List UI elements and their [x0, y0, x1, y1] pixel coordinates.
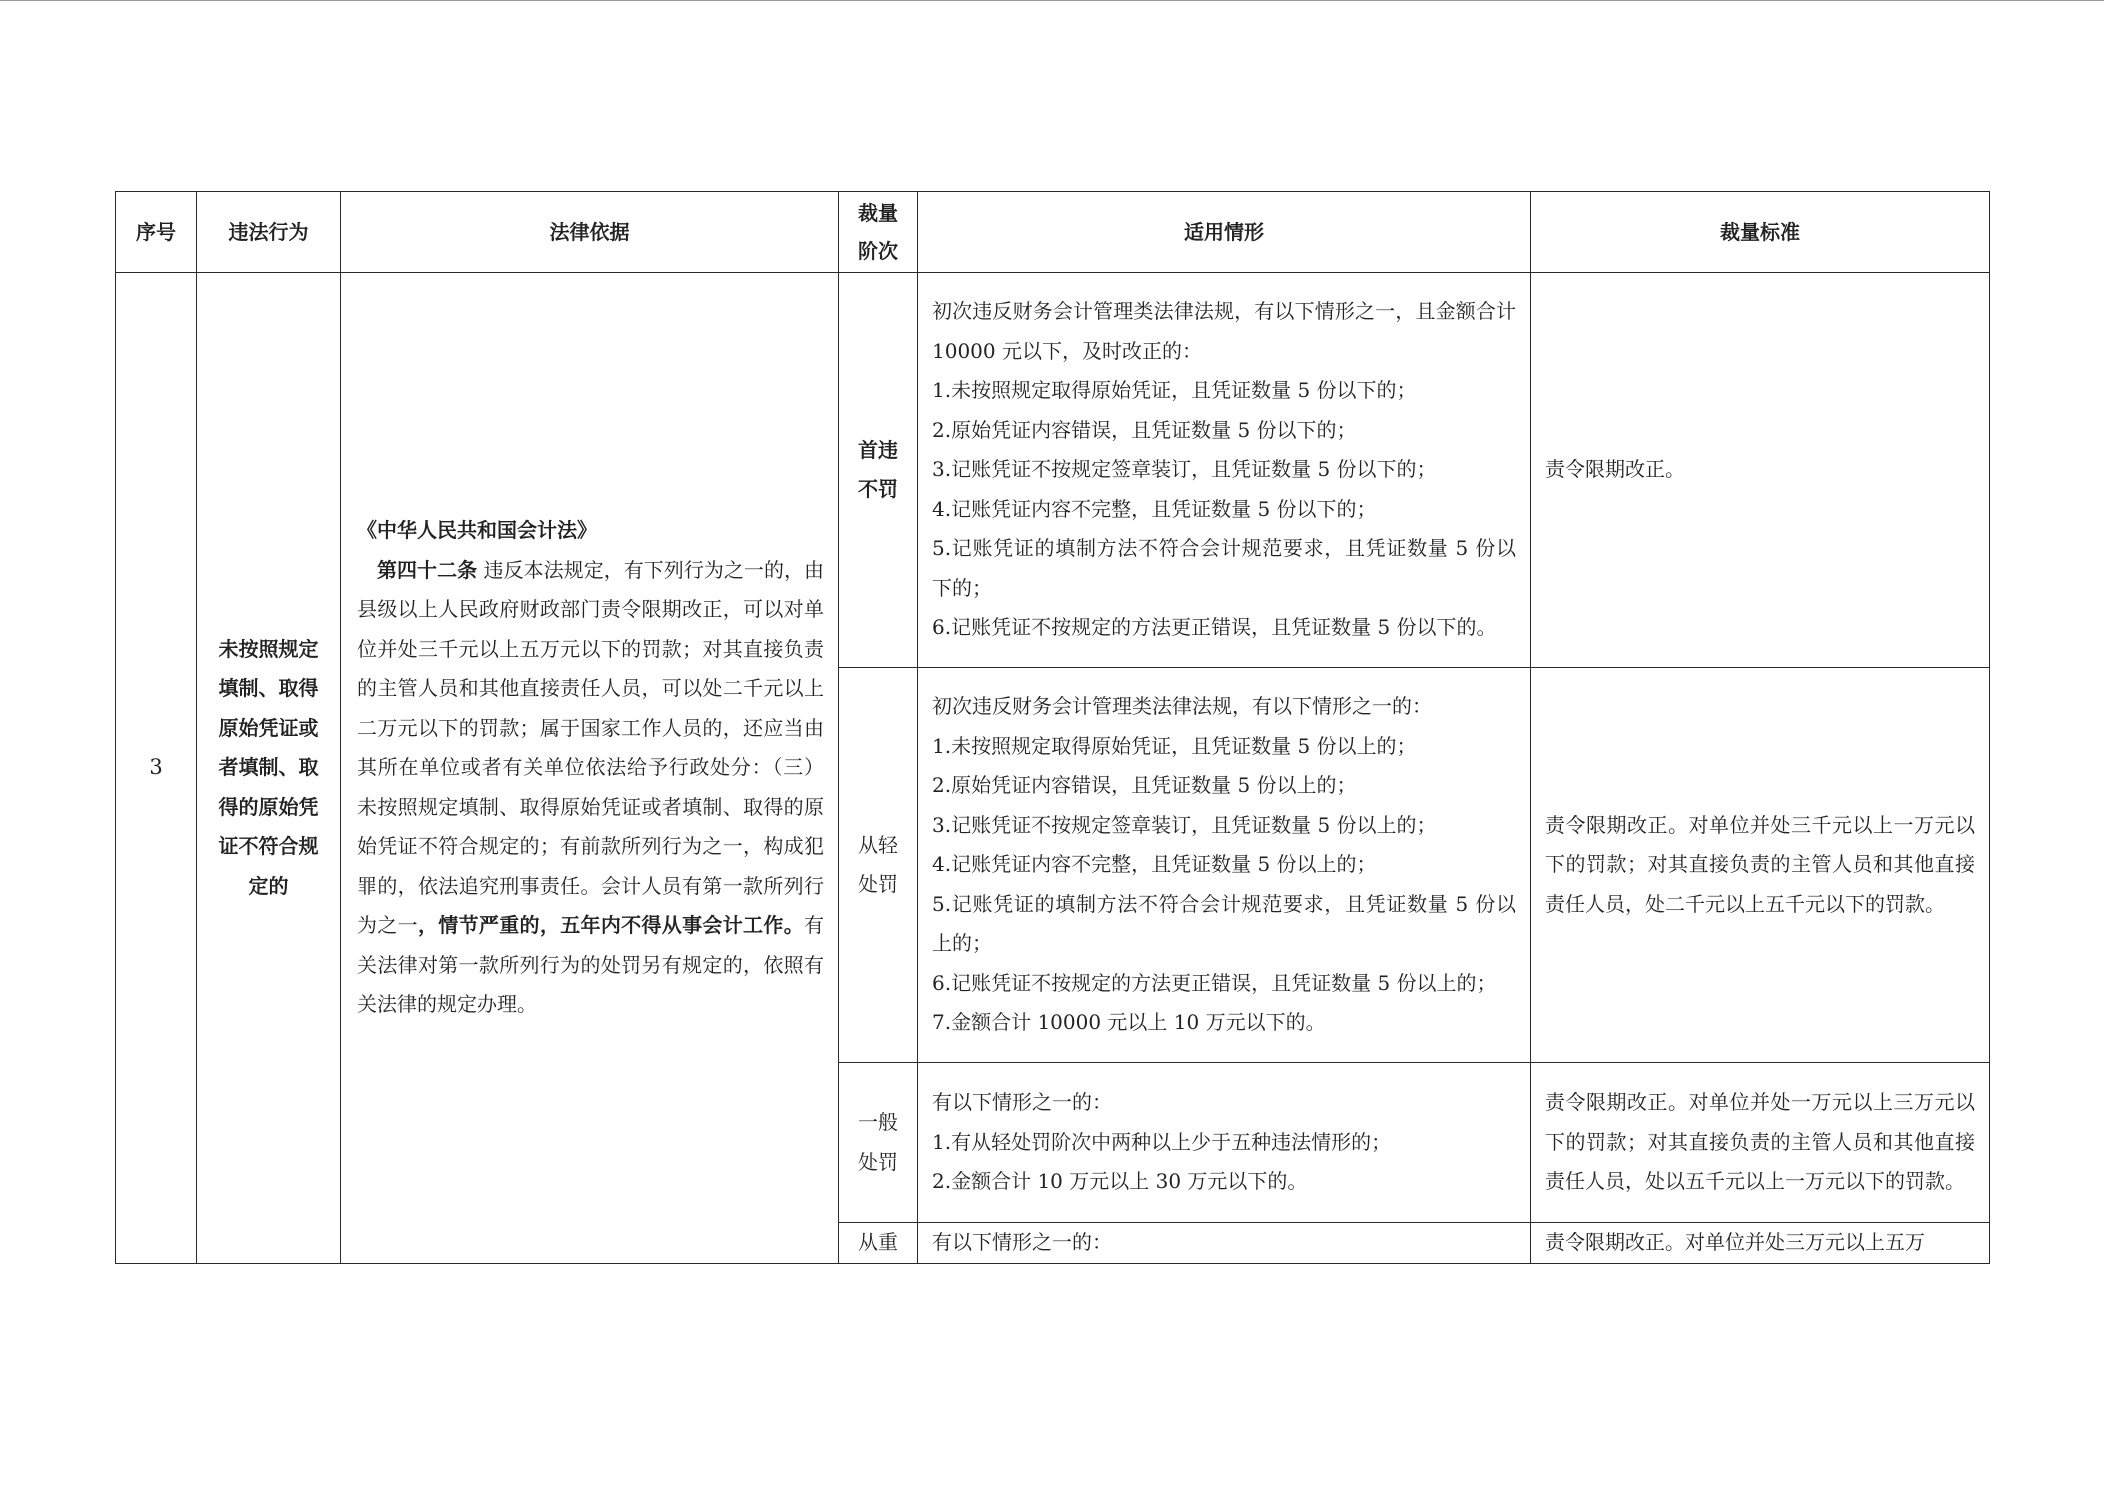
level-name-first-offense: [839, 273, 918, 668]
violation-cell: [197, 273, 341, 1264]
table-header-row: [116, 192, 1990, 273]
law-title: 《中华人民共和国会计法》: [357, 518, 597, 542]
level-name-line1: 一般: [858, 1110, 898, 1134]
violation-line: 证不符合规: [218, 834, 319, 858]
header-discretion-standard: 裁量标准: [1531, 192, 1990, 273]
legal-basis-cell: [341, 273, 839, 1264]
article-text-bold: ，情节严重的，五年内不得从事会计工作。: [417, 913, 805, 937]
table-row-level-1: [116, 273, 1990, 668]
header-level-line1: 裁量: [858, 201, 898, 225]
violation-line: 者填制、取: [218, 755, 319, 779]
situation-line: 2.金额合计 10 万元以上 30 万元以下的。: [932, 1169, 1308, 1194]
header-legal-basis: 法律依据: [341, 192, 839, 273]
situation-general: [918, 1063, 1531, 1223]
situation-line: 4.记账凭证内容不完整，且凭证数量 5 份以上的；: [932, 852, 1377, 877]
level-name-general: [839, 1063, 918, 1223]
violation-line: 填制、取得: [218, 676, 319, 700]
situation-line: 6.记账凭证不按规定的方法更正错误，且凭证数量 5 份以上的；: [932, 970, 1497, 995]
level-name-line2: 处罚: [858, 872, 898, 896]
level-name-line2: 处罚: [858, 1149, 898, 1174]
standard-heavier: 责令限期改正。对单位并处三万元以上五万: [1531, 1223, 1990, 1264]
violation-line: 原始凭证或: [218, 715, 319, 740]
situation-line: 初次违反财务会计管理类法律法规，有以下情形之一的：: [932, 694, 1432, 719]
situation-line: 3.记账凭证不按规定签章装订，且凭证数量 5 份以上的；: [932, 812, 1437, 837]
header-level-line2: 阶次: [858, 239, 898, 263]
level-name-line2: 不罚: [858, 477, 898, 501]
page-top-border: [0, 0, 2104, 1]
header-discretion-level: [839, 192, 918, 273]
situation-line: 3.记账凭证不按规定签章装订，且凭证数量 5 份以下的；: [932, 457, 1437, 482]
situation-first-offense: [918, 273, 1531, 668]
level-name-lighter: [839, 668, 918, 1063]
article-number: 第四十二条: [377, 557, 478, 582]
situation-line: 2.原始凭证内容错误，且凭证数量 5 份以上的；: [932, 773, 1357, 798]
situation-lighter: [918, 668, 1531, 1063]
situation-heavier: [918, 1223, 1531, 1264]
situation-line: 初次违反财务会计管理类法律法规，有以下情形之一，且金额合计 10000 元以下，及时改正的：: [932, 299, 1516, 363]
header-seq: 序号: [116, 192, 197, 273]
header-violation: 违法行为: [197, 192, 341, 273]
article-text: 违反本法规定，有下列行为之一的，由县级以上人民政府财政部门责令限期改正，可以对单位并处三千元以上五万元以下的罚款；对其直接负责的主管人员和其他直接责任人员，可以处二千元以上二万元以下的罚款；属于国家工作人员的，还应当由其所在单位或者有关单位依法给予行政处分：（三）未按照规定填制、取得原始凭证或者填制、取得的原始凭证不符合规定的；有前款所列行为之一，构成犯罪的，依法追究刑事责任。会计人员有第一款所列行为之一: [357, 557, 825, 937]
situation-line: 7.金额合计 10000 元以上 10 万元以下的。: [932, 1010, 1326, 1035]
header-applicable-situation: 适用情形: [918, 192, 1531, 273]
situation-line: 有以下情形之一的：: [932, 1090, 1112, 1115]
discretion-standard-table: [115, 191, 1990, 1264]
violation-line: 未按照规定: [218, 636, 319, 661]
situation-line: 1.未按照规定取得原始凭证，且凭证数量 5 份以下的；: [932, 378, 1417, 403]
violation-line: 定的: [248, 873, 289, 898]
situation-line: 1.未按照规定取得原始凭证，且凭证数量 5 份以上的；: [932, 733, 1417, 758]
situation-line: 2.原始凭证内容错误，且凭证数量 5 份以下的；: [932, 417, 1357, 442]
violation-line: 得的原始凭: [218, 794, 319, 819]
level-name-line1: 从轻: [858, 832, 898, 857]
standard-lighter: 责令限期改正。对单位并处三千元以上一万元以下的罚款；对其直接负责的主管人员和其他直接责任人员，处二千元以上五千元以下的罚款。: [1531, 668, 1990, 1063]
situation-line: 5.记账凭证的填制方法不符合会计规范要求，且凭证数量 5 份以下的；: [932, 536, 1516, 600]
level-name-line1: 首违: [858, 437, 898, 462]
situation-line: 有以下情形之一的：: [932, 1230, 1112, 1254]
row-seq: 3: [116, 273, 197, 1264]
standard-first-offense: 责令限期改正。: [1531, 273, 1990, 668]
situation-line: 4.记账凭证内容不完整，且凭证数量 5 份以下的；: [932, 496, 1377, 521]
level-name-heavier: [839, 1223, 918, 1264]
level-name-line1: 从重: [858, 1230, 898, 1254]
article-text-end: 有关法律对第一款所列行为的处罚另有规定的，依照有关法律的规定办理。: [357, 913, 825, 1016]
situation-line: 5.记账凭证的填制方法不符合会计规范要求，且凭证数量 5 份以上的；: [932, 891, 1516, 956]
situation-line: 1.有从轻处罚阶次中两种以上少于五种违法情形的；: [932, 1129, 1392, 1154]
situation-line: 6.记账凭证不按规定的方法更正错误，且凭证数量 5 份以下的。: [932, 615, 1497, 640]
standard-general: 责令限期改正。对单位并处一万元以上三万元以下的罚款；对其直接负责的主管人员和其他直接责任人员，处以五千元以上一万元以下的罚款。: [1531, 1063, 1990, 1223]
